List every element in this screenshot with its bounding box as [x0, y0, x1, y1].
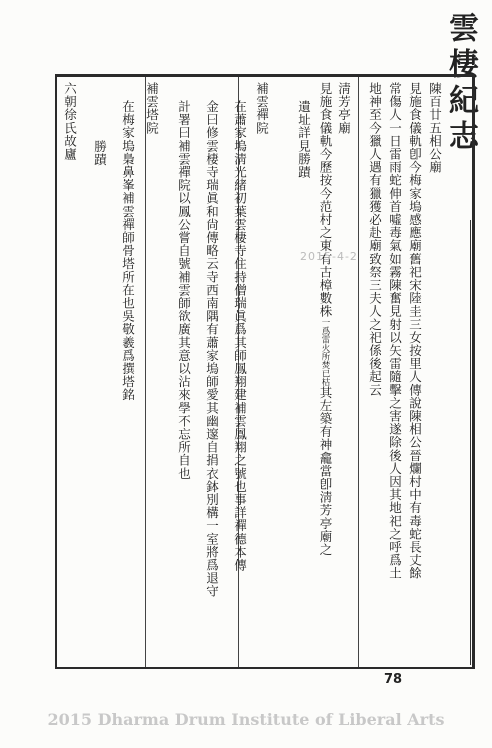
text-column: 金曰修雲棲寺瑞眞和尙傳略云寺西南隅有蕭家塢師愛其幽邃自捐衣鉢別構一室將爲退守 [204, 100, 220, 598]
section-heading: 勝蹟 [92, 140, 108, 167]
text-column: 在梅家塢梟鼻峯補雲禪師骨塔所在也吳敬羲爲撰塔銘 [120, 100, 136, 402]
section-heading: 陳百廿五相公廟 [427, 82, 443, 174]
section-heading: 補雲塔院 [144, 82, 160, 135]
text-column: 在蕭家塢淸光緒初葉雲棲寺住持僧瑞眞爲其師鳳翔建補雲鳳翔之號也事詳禪德本傳 [232, 100, 248, 572]
page-number: 78 [384, 672, 403, 687]
text-column [317, 82, 333, 556]
watermark-date: 2015-4-2 [300, 250, 358, 263]
header-title: 雲棲紀志 [443, 12, 478, 156]
text-column: 計署曰補雲禪院以鳳公嘗自號補雲師欲廣其意以沾來學不忘所自也 [176, 100, 192, 480]
column-rule [145, 77, 146, 667]
section-heading: 六朝徐氏故廬 [62, 82, 78, 161]
text-column: 地神至今獵人遇有獵獲必赴廟致祭三夫人之祀係後起云 [367, 82, 383, 397]
section-heading: 補雲禪院 [254, 82, 270, 135]
column-rule [358, 77, 359, 667]
text-column: 見施食儀軌卽今梅家塢感應廟舊祀宋陸圭三女按里人傳說陳相公晉爛村中有毒蛇長丈餘 [407, 82, 423, 580]
section-heading: 淸芳亭廟 [336, 82, 352, 135]
footer-watermark: 2015 Dharma Drum Institute of Liberal Arts [47, 710, 445, 729]
text-column: 遺址詳見勝蹟 [296, 100, 312, 179]
inline-note: 一爲雷火所焚已枯 [320, 317, 330, 386]
text-segment: 其左築有神龕當卽淸芳亭廟之 [318, 385, 333, 557]
text-column: 常傷人一日雷雨蛇伸首噓毒氣如霧陳奮見射以矢雷隨擊之害遂除後人因其地祀之呼爲土 [387, 82, 403, 580]
text-segment: 見施食儀軌今歷按今范村之東有古樟數株 [318, 82, 333, 318]
page-edge-rule [470, 220, 492, 665]
